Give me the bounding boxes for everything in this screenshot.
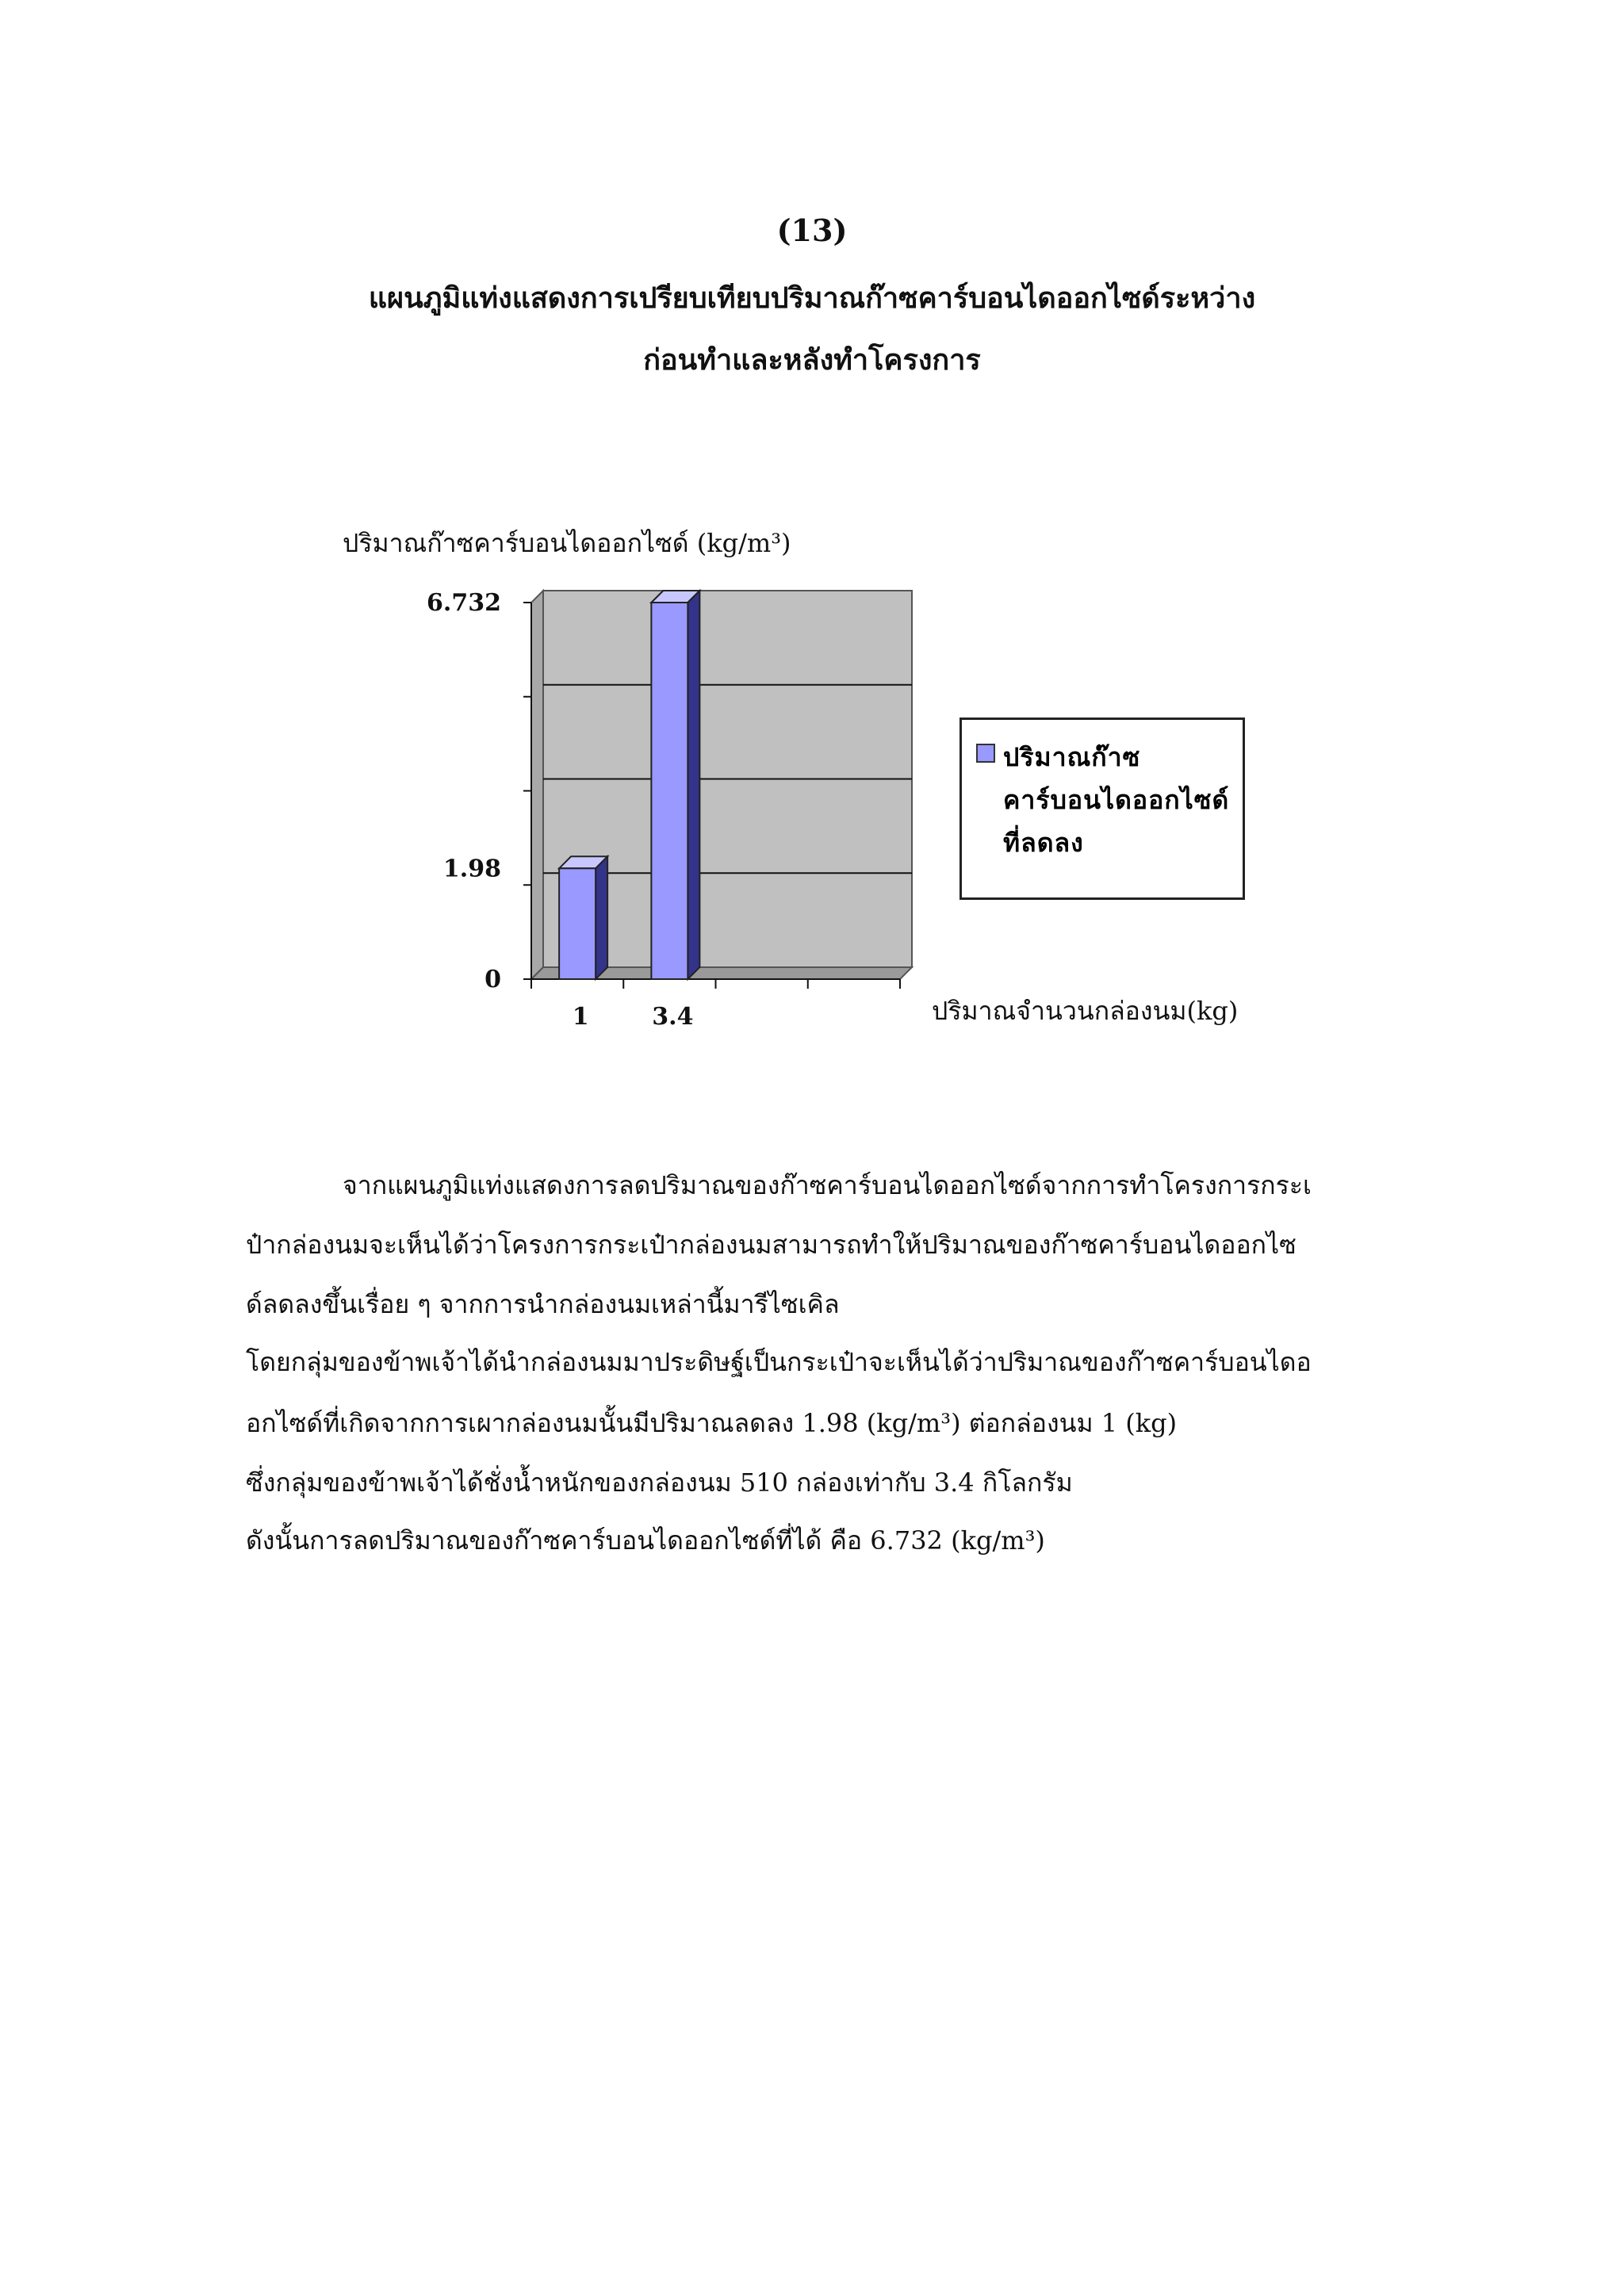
body-line-1: จากแผนภูมิแท่งแสดงการลดปริมาณของก๊าซคาร์บอนไดออกไซด์จากการทำโครงการกระเ (343, 1170, 1312, 1200)
bar-chart (0, 0, 1624, 1110)
bar-1 (559, 868, 596, 979)
y-tick-labels (427, 589, 501, 993)
body-line-7: ดังนั้นการลดปริมาณของก๊าซคาร์บอนไดออกไซด์ที่ได้ คือ 6.732 (kg/m³) (246, 1525, 1045, 1556)
body-line-3: ด์ลดลงขึ้นเรื่อย ๆ จากการนำกล่องนมเหล่านี้มารีไซเคิล (246, 1289, 840, 1319)
x-tick-label: 3.4 (652, 1003, 694, 1031)
bar-3.4 (651, 603, 688, 979)
bar-side (596, 856, 607, 979)
legend-swatch (976, 744, 995, 763)
body-line-4: โดยกลุ่มของข้าพเจ้าได้นำกล่องนมมาประดิษฐ์เป็นกระเป๋าจะเห็นได้ว่าปริมาณของก๊าซคาร์บอนไดอ (246, 1347, 1312, 1377)
legend-label: ปริมาณก๊าซคาร์บอนไดออกไซด์ที่ลดลง (1003, 742, 1230, 858)
body-line-2: ป๋ากล่องนมจะเห็นได้ว่าโครงการกระเป๋ากล่องนมสามารถทำให้ปริมาณของก๊าซคาร์บอนไดออกไซ (246, 1230, 1297, 1260)
x-tick-label: 1 (572, 1003, 589, 1031)
title-line-2: ก่อนทำและหลังทำโครงการ (643, 343, 981, 377)
body-line-5: อกไซด์ที่เกิดจากการเผากล่องนมนั้นมีปริมาณลดลง 1.98 (kg/m³) ต่อกล่องนม 1 (kg) (246, 1408, 1178, 1438)
legend (959, 718, 1245, 900)
x-tick-labels (573, 1003, 694, 1031)
y-tick-label: 1.98 (442, 855, 501, 883)
title-line-1: แผนภูมิแท่งแสดงการเปรียบเทียบปริมาณก๊าซคาร์บอนไดออกไซด์ระหว่าง (368, 281, 1256, 315)
y-tick-label: 0 (485, 966, 501, 993)
page-number: (13) (776, 212, 848, 248)
y-tick-label: 6.732 (427, 589, 501, 617)
y-axis-label: ปริมาณก๊าซคาร์บอนไดออกไซด์ (kg/m³) (343, 528, 791, 558)
bar-side (688, 591, 699, 979)
body-line-6: ซึ่งกลุ่มของข้าพเจ้าได้ชั่งน้ำหนักของกล่องนม 510 กล่องเท่ากับ 3.4 กิโลกรัม (246, 1468, 1073, 1498)
x-axis-label: ปริมาณจำนวนกล่องนม(kg) (932, 996, 1239, 1026)
plot-side-wall (531, 591, 543, 979)
